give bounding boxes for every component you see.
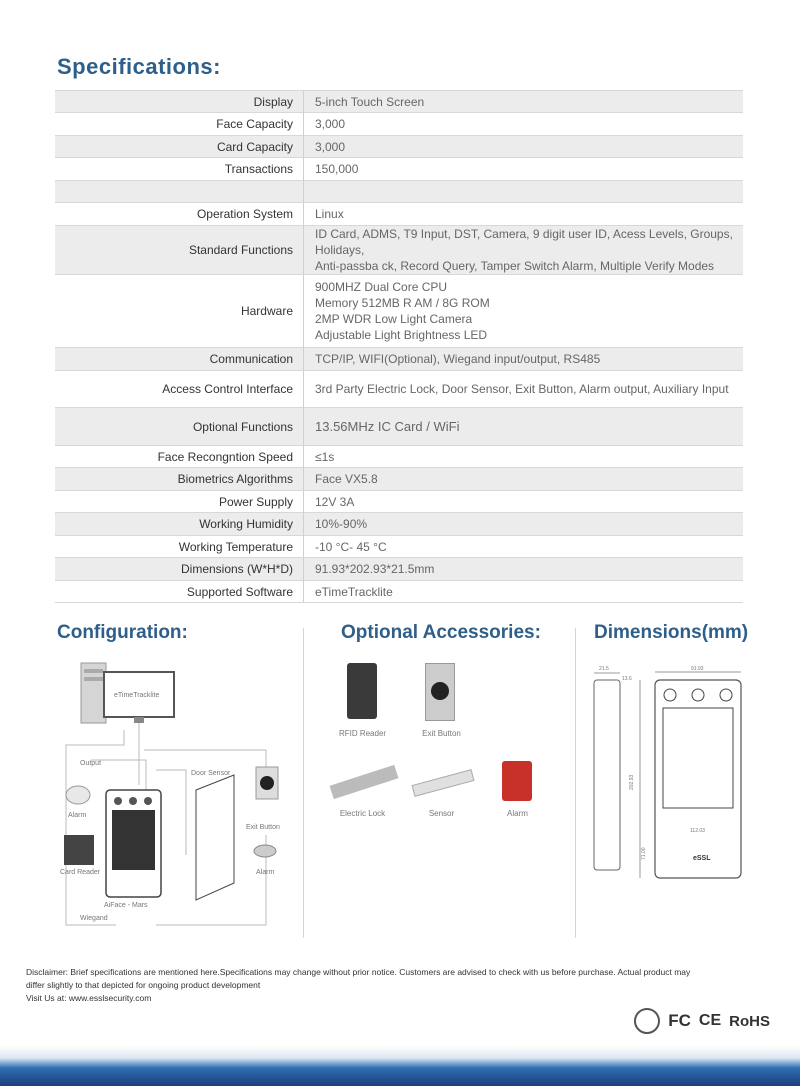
spec-row	[55, 158, 743, 181]
spec-label: Transactions	[55, 158, 304, 181]
spec-value	[304, 203, 744, 226]
spec-label: Face Recongntion Speed	[55, 446, 304, 468]
specifications-table	[55, 90, 743, 603]
exit-button-label: Exit Button	[246, 824, 280, 831]
spec-value	[304, 581, 744, 603]
alarm-icon	[66, 786, 90, 804]
spec-value	[304, 158, 744, 181]
spec-row	[55, 226, 743, 275]
height-dimension: 202.93	[629, 774, 635, 790]
specifications-heading: Specifications:	[57, 54, 221, 79]
width-dimension: 91.93	[691, 666, 704, 672]
spec-value	[304, 136, 744, 158]
rohs-mark: RoHS	[729, 1012, 770, 1030]
spec-value-line: Anti-passba ck, Record Query, Tamper Switch Alarm, Multiple Verify Modes	[315, 259, 715, 273]
spec-value-line: 12V 3A	[315, 494, 355, 509]
spec-value-line: Face VX5.8	[315, 472, 378, 486]
spec-row	[55, 136, 743, 158]
side-dimension: 13.6	[622, 676, 632, 682]
spec-row	[55, 91, 743, 113]
accessory-label: Electric Lock	[339, 809, 386, 818]
spec-value	[304, 91, 744, 113]
configuration-heading: Configuration:	[57, 622, 188, 643]
accessory-label: RFID Reader	[338, 729, 387, 738]
brand-logo: eSSL	[693, 855, 711, 862]
spec-label: Operation System	[55, 203, 304, 226]
device-label: AiFace - Mars	[104, 902, 148, 909]
alarm-label: Alarm	[256, 869, 275, 876]
door-sensor-label: Door Sensor	[191, 770, 231, 777]
spec-label: Standard Functions	[55, 226, 304, 275]
spec-row	[55, 408, 743, 446]
alarm-icon	[254, 845, 276, 857]
spec-label: Optional Functions	[55, 408, 304, 446]
fc-mark: FC	[668, 1011, 691, 1030]
sensor-icon	[412, 769, 475, 797]
spec-value-line: 5-inch Touch Screen	[315, 94, 425, 109]
certifications	[634, 1008, 770, 1034]
dimensions-heading: Dimensions(mm)	[594, 622, 749, 643]
spec-value-line: 150,000	[315, 162, 359, 176]
bottom-dimension: 112.03	[690, 828, 705, 834]
spec-row	[55, 468, 743, 491]
spec-label: Access Control Interface	[55, 371, 304, 408]
spec-value	[304, 536, 744, 558]
wiegand-label: Wiegand	[80, 915, 108, 922]
spec-value-line: ≤1s	[315, 449, 335, 464]
spec-row	[55, 491, 743, 513]
spec-value-line: 3,000	[315, 139, 346, 154]
spec-label: Card Capacity	[55, 136, 304, 158]
spec-row	[55, 275, 743, 348]
spec-label	[55, 181, 304, 203]
ce-mark: CE	[698, 1012, 722, 1029]
spec-value-line: 2MP WDR Low Light Camera	[315, 312, 473, 326]
accessory-label: Exit Button	[422, 729, 461, 738]
spec-value-line: 3,000	[315, 117, 346, 131]
spec-value	[304, 468, 744, 491]
configuration-diagram	[56, 655, 296, 940]
spec-value	[304, 408, 744, 446]
spec-value-line: -10 °C- 45 °C	[315, 539, 387, 554]
spec-row	[55, 371, 743, 408]
spec-value	[304, 113, 744, 136]
spec-value-line: Linux	[315, 207, 344, 221]
spec-row	[55, 536, 743, 558]
spec-label: Supported Software	[55, 581, 304, 603]
spec-value-line: Adjustable Light Brightness LED	[315, 328, 488, 342]
spec-row	[55, 558, 743, 581]
spec-label: Working Humidity	[55, 513, 304, 536]
accessories-panel	[320, 655, 560, 835]
spec-row	[55, 203, 743, 226]
spec-row	[55, 446, 743, 468]
spec-value	[304, 226, 744, 275]
disclaimer	[26, 966, 786, 1005]
spec-value	[304, 491, 744, 513]
disclaimer-line: Disclaimer: Brief specifications are mentioned here.Specifications may change without prior notice. Customers are advised to check with us before purchase. Actual product may	[26, 967, 691, 977]
accessory-label: Alarm	[507, 809, 528, 818]
optional-accessories-heading: Optional Accessories:	[341, 622, 541, 643]
depth-dimension: 21.5	[599, 666, 609, 672]
alarm-label: Alarm	[68, 812, 87, 819]
spec-label: Face Capacity	[55, 113, 304, 136]
spec-value-line: 900MHZ Dual Core CPU	[315, 280, 448, 294]
spec-label: Display	[55, 91, 304, 113]
spec-value	[304, 558, 744, 581]
spec-value	[304, 348, 744, 371]
certification-seal-icon	[634, 1008, 660, 1034]
spec-value-line: 13.56MHz IC Card / WiFi	[315, 419, 460, 434]
door-icon	[196, 775, 234, 900]
card-reader-label: Card Reader	[60, 869, 101, 876]
spec-value-line: eTimeTracklite	[315, 584, 393, 599]
spec-value-line: Memory 512MB R AM / 8G ROM	[315, 296, 490, 310]
monitor-label: eTimeTracklite	[114, 692, 160, 699]
spec-value	[304, 275, 744, 348]
spec-value	[304, 181, 744, 203]
spec-label: Dimensions (W*H*D)	[55, 558, 304, 581]
spec-label: Power Supply	[55, 491, 304, 513]
spec-value-line: 3rd Party Electric Lock, Door Sensor, Exit Button, Alarm output, Auxiliary Input	[315, 382, 729, 396]
card-reader-icon	[64, 835, 94, 865]
divider	[303, 628, 304, 938]
accessory-label: Sensor	[428, 809, 455, 818]
spec-value	[304, 446, 744, 468]
electric-lock-icon	[330, 765, 399, 799]
spec-value-line: 10%-90%	[315, 517, 368, 531]
spec-value-line: TCP/IP, WIFI(Optional), Wiegand input/output, RS485	[315, 352, 601, 366]
alarm-icon	[502, 761, 532, 801]
disclaimer-line: differ slightly to that depicted for ongoing product development	[26, 980, 261, 990]
spec-label: Hardware	[55, 275, 304, 348]
spec-label: Biometrics Algorithms	[55, 468, 304, 491]
divider	[575, 628, 576, 938]
footer-bar	[0, 1046, 800, 1086]
website-link[interactable]: Visit Us at: www.esslsecurity.com	[26, 993, 152, 1003]
lower-dimension: 71.00	[641, 847, 647, 860]
dimensions-drawing	[585, 660, 750, 890]
exit-button-icon	[425, 663, 455, 721]
output-label: Output	[80, 760, 102, 767]
rfid-reader-icon	[347, 663, 377, 719]
spec-value	[304, 371, 744, 408]
spec-label: Communication	[55, 348, 304, 371]
spec-row	[55, 348, 743, 371]
spec-value-line: ID Card, ADMS, T9 Input, DST, Camera, 9 digit user ID, Acess Levels, Groups, Holidays,	[315, 227, 733, 257]
spec-value-line: 91.93*202.93*21.5mm	[315, 562, 435, 576]
spec-row	[55, 113, 743, 136]
spec-value	[304, 513, 744, 536]
spec-row	[55, 181, 743, 203]
spec-label: Working Temperature	[55, 536, 304, 558]
spec-row	[55, 513, 743, 536]
spec-row	[55, 581, 743, 603]
